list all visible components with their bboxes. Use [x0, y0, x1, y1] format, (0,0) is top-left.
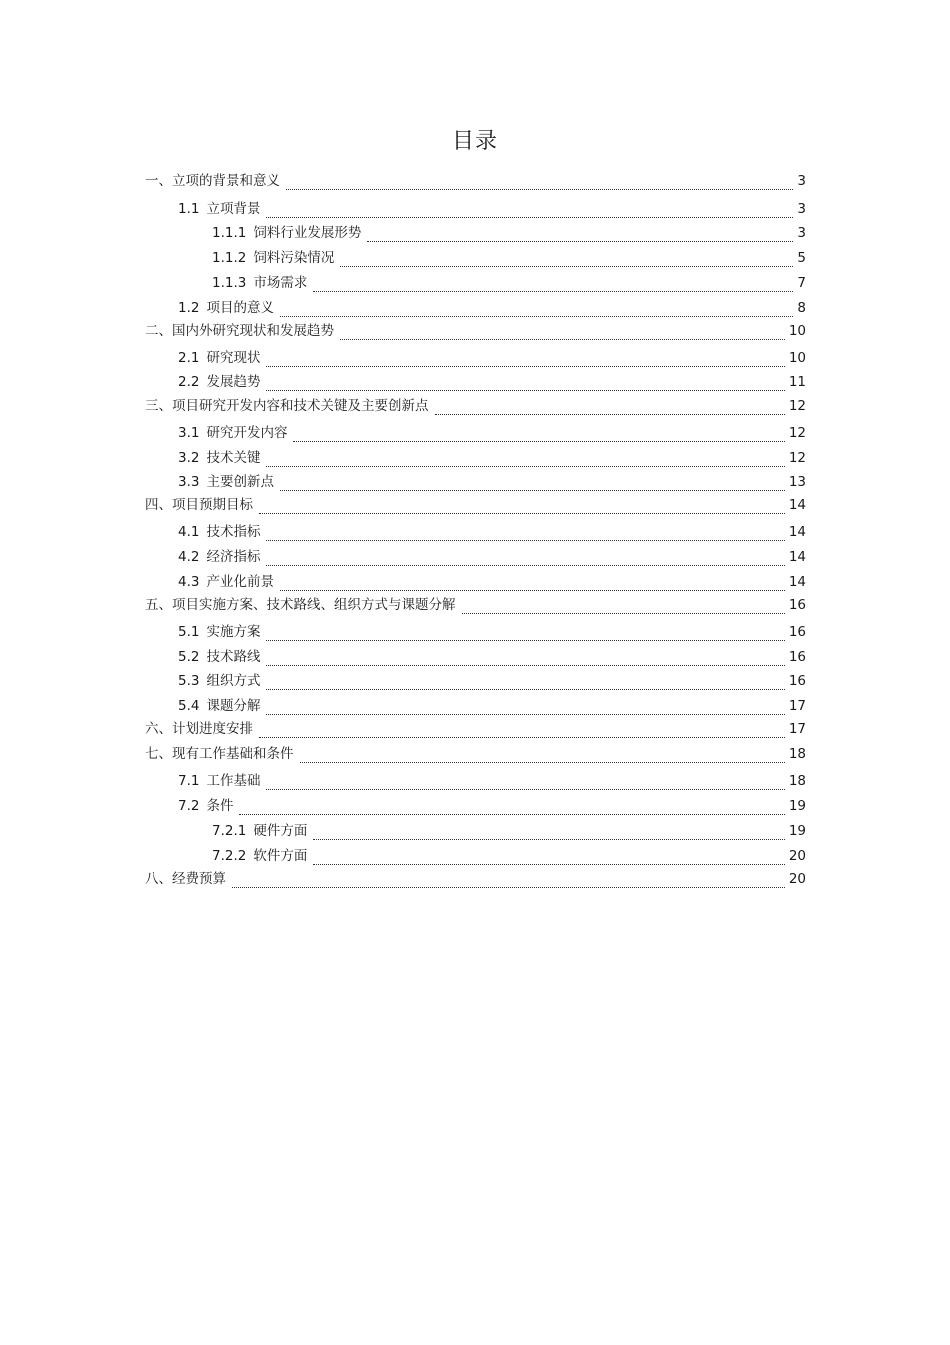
toc-entry-number: 4.2	[178, 549, 200, 565]
toc-entry-number: 七、	[145, 746, 172, 762]
toc-entry-page: 12	[788, 425, 806, 441]
toc-entry-label: 饲料污染情况	[253, 250, 335, 266]
toc-entry-page: 10	[788, 350, 806, 366]
dot-leader	[266, 352, 784, 367]
toc-entry-number: 2.1	[178, 350, 200, 366]
toc-entry-label: 现有工作基础和条件	[172, 746, 294, 762]
toc-entry-label: 市场需求	[253, 275, 308, 291]
dot-leader	[266, 675, 784, 690]
toc-entry-page: 3	[797, 225, 806, 241]
toc-entry-page: 17	[788, 698, 806, 714]
toc-entry-label: 立项的背景和意义	[172, 173, 280, 189]
toc-entry[interactable]	[212, 820, 806, 840]
toc-entry[interactable]	[212, 247, 806, 267]
toc-entry[interactable]	[178, 198, 806, 218]
toc-entry-number: 四、	[145, 497, 172, 513]
dot-leader	[266, 651, 784, 666]
toc-entry-page: 18	[788, 746, 806, 762]
toc-entry-page: 14	[788, 549, 806, 565]
dot-leader	[367, 227, 793, 242]
toc-entry-label: 饲料行业发展形势	[253, 225, 362, 241]
dot-leader	[266, 551, 784, 566]
dot-leader	[340, 252, 793, 267]
toc-entry-label: 组织方式	[206, 673, 261, 689]
toc-entry-page: 14	[788, 574, 806, 590]
toc-entry[interactable]	[145, 494, 806, 514]
toc-entry-page: 19	[788, 798, 806, 814]
dot-leader	[462, 599, 785, 614]
toc-entry-label: 硬件方面	[253, 823, 308, 839]
toc-entry-number: 7.1	[178, 773, 200, 789]
toc-entry-number: 7.2	[178, 798, 200, 814]
toc-entry-label: 立项背景	[206, 201, 261, 217]
dot-leader	[232, 873, 785, 888]
toc-entry-label: 条件	[206, 798, 234, 814]
toc-entry-number: 二、	[145, 323, 172, 339]
dot-leader	[259, 499, 785, 514]
toc-entry[interactable]	[212, 845, 806, 865]
toc-entry-number: 五、	[145, 597, 172, 613]
toc-entry-number: 2.2	[178, 374, 200, 390]
toc-entry-number: 3.1	[178, 425, 200, 441]
dot-leader	[266, 626, 784, 641]
toc-entry-label: 项目预期目标	[172, 497, 253, 513]
toc-entry-page: 18	[788, 773, 806, 789]
toc-entry-label: 研究开发内容	[206, 425, 288, 441]
toc-entry-label: 软件方面	[253, 848, 308, 864]
toc-entry-number: 7.2.1	[212, 823, 247, 839]
dot-leader	[293, 427, 784, 442]
toc-entry-number: 六、	[145, 721, 172, 737]
toc-entry-number: 3.3	[178, 474, 200, 490]
toc-entry-number: 4.1	[178, 524, 200, 540]
toc-entry-label: 工作基础	[206, 773, 261, 789]
toc-entry-label: 主要创新点	[206, 474, 274, 490]
toc-entry[interactable]	[145, 320, 806, 340]
toc-entry[interactable]	[145, 170, 806, 190]
toc-entry[interactable]	[178, 471, 806, 491]
dot-leader	[286, 175, 793, 190]
toc-entry-label: 研究现状	[206, 350, 261, 366]
toc-entry[interactable]	[178, 521, 806, 541]
toc-entry[interactable]	[145, 868, 806, 888]
toc-entry-page: 20	[788, 871, 806, 887]
toc-entry-number: 1.1	[178, 201, 200, 217]
toc-entry-page: 8	[797, 300, 806, 316]
toc-entry-page: 11	[788, 374, 806, 390]
toc-entry-label: 技术路线	[206, 649, 261, 665]
toc-entry-label: 项目实施方案、技术路线、组织方式与课题分解	[172, 597, 456, 613]
toc-entry-number: 5.3	[178, 673, 200, 689]
dot-leader	[266, 203, 793, 218]
toc-entry[interactable]	[178, 546, 806, 566]
toc-entry-page: 19	[788, 823, 806, 839]
toc-entry[interactable]	[212, 272, 806, 292]
toc-entry[interactable]	[178, 347, 806, 367]
toc-entry-number: 1.2	[178, 300, 200, 316]
toc-entry[interactable]	[178, 795, 806, 815]
toc-entry[interactable]	[178, 447, 806, 467]
toc-entry-label: 技术指标	[206, 524, 261, 540]
toc-entry-label: 项目的意义	[206, 300, 274, 316]
dot-leader	[266, 775, 784, 790]
dot-leader	[280, 302, 793, 317]
toc-entry[interactable]	[178, 646, 806, 666]
dot-leader	[239, 800, 784, 815]
toc-entry-page: 3	[797, 173, 806, 189]
dot-leader	[280, 476, 785, 491]
dot-leader	[435, 400, 785, 415]
toc-entry-number: 3.2	[178, 450, 200, 466]
toc-entry[interactable]	[178, 621, 806, 641]
toc-title: 目录	[451, 129, 498, 154]
toc-entry-label: 课题分解	[206, 698, 261, 714]
dot-leader	[313, 825, 784, 840]
toc-entry-number: 三、	[145, 398, 172, 414]
dot-leader	[266, 700, 784, 715]
toc-entry[interactable]	[178, 770, 806, 790]
toc-entry[interactable]	[145, 718, 806, 738]
toc-entry-page: 12	[788, 450, 806, 466]
toc-entry-number: 5.4	[178, 698, 200, 714]
toc-entry[interactable]	[178, 695, 806, 715]
toc-entry-page: 3	[797, 201, 806, 217]
toc-entry-label: 产业化前景	[206, 574, 274, 590]
toc-entry-number: 7.2.2	[212, 848, 247, 864]
toc-entry-label: 项目研究开发内容和技术关键及主要创新点	[172, 398, 429, 414]
toc-entry-page: 14	[788, 524, 806, 540]
toc-entry-number: 5.1	[178, 624, 200, 640]
dot-leader	[266, 526, 784, 541]
toc-entry[interactable]	[145, 594, 806, 614]
toc-entry[interactable]	[178, 371, 806, 391]
toc-entry-label: 计划进度安排	[172, 721, 253, 737]
toc-entry[interactable]	[178, 422, 806, 442]
toc-entry-number: 1.1.2	[212, 250, 247, 266]
toc-entry-label: 技术关键	[206, 450, 261, 466]
toc-entry[interactable]	[145, 743, 806, 763]
dot-leader	[266, 452, 784, 467]
toc-entry-number: 一、	[145, 173, 172, 189]
toc-entry-number: 1.1.1	[212, 225, 247, 241]
toc-entry-page: 5	[797, 250, 806, 266]
toc-entry-page: 10	[788, 323, 806, 339]
dot-leader	[280, 576, 785, 591]
toc-entry-label: 发展趋势	[206, 374, 261, 390]
toc-entry-number: 5.2	[178, 649, 200, 665]
toc-entry-number: 八、	[145, 871, 172, 887]
dot-leader	[266, 376, 784, 391]
toc-entry-label: 国内外研究现状和发展趋势	[172, 323, 334, 339]
toc-entry-page: 16	[788, 624, 806, 640]
toc-entry[interactable]	[178, 297, 806, 317]
toc-entry-number: 4.3	[178, 574, 200, 590]
toc-entry-label: 经费预算	[172, 871, 226, 887]
toc-entry-label: 经济指标	[206, 549, 261, 565]
toc-entry[interactable]	[212, 222, 806, 242]
toc-entry-number: 1.1.3	[212, 275, 247, 291]
dot-leader	[313, 850, 784, 865]
toc-entry-page: 17	[788, 721, 806, 737]
toc-entry[interactable]	[145, 395, 806, 415]
dot-leader	[313, 277, 793, 292]
toc-entry-page: 16	[788, 649, 806, 665]
toc-entry-page: 16	[788, 597, 806, 613]
toc-entry-label: 实施方案	[206, 624, 261, 640]
toc-entry[interactable]	[178, 670, 806, 690]
toc-entry-page: 14	[788, 497, 806, 513]
toc-entry-page: 20	[788, 848, 806, 864]
dot-leader	[340, 325, 785, 340]
toc-entry-page: 7	[797, 275, 806, 291]
toc-entry-page: 16	[788, 673, 806, 689]
toc-entry-page: 12	[788, 398, 806, 414]
dot-leader	[259, 723, 785, 738]
toc-entry-page: 13	[788, 474, 806, 490]
dot-leader	[300, 748, 785, 763]
toc-entry[interactable]	[178, 571, 806, 591]
